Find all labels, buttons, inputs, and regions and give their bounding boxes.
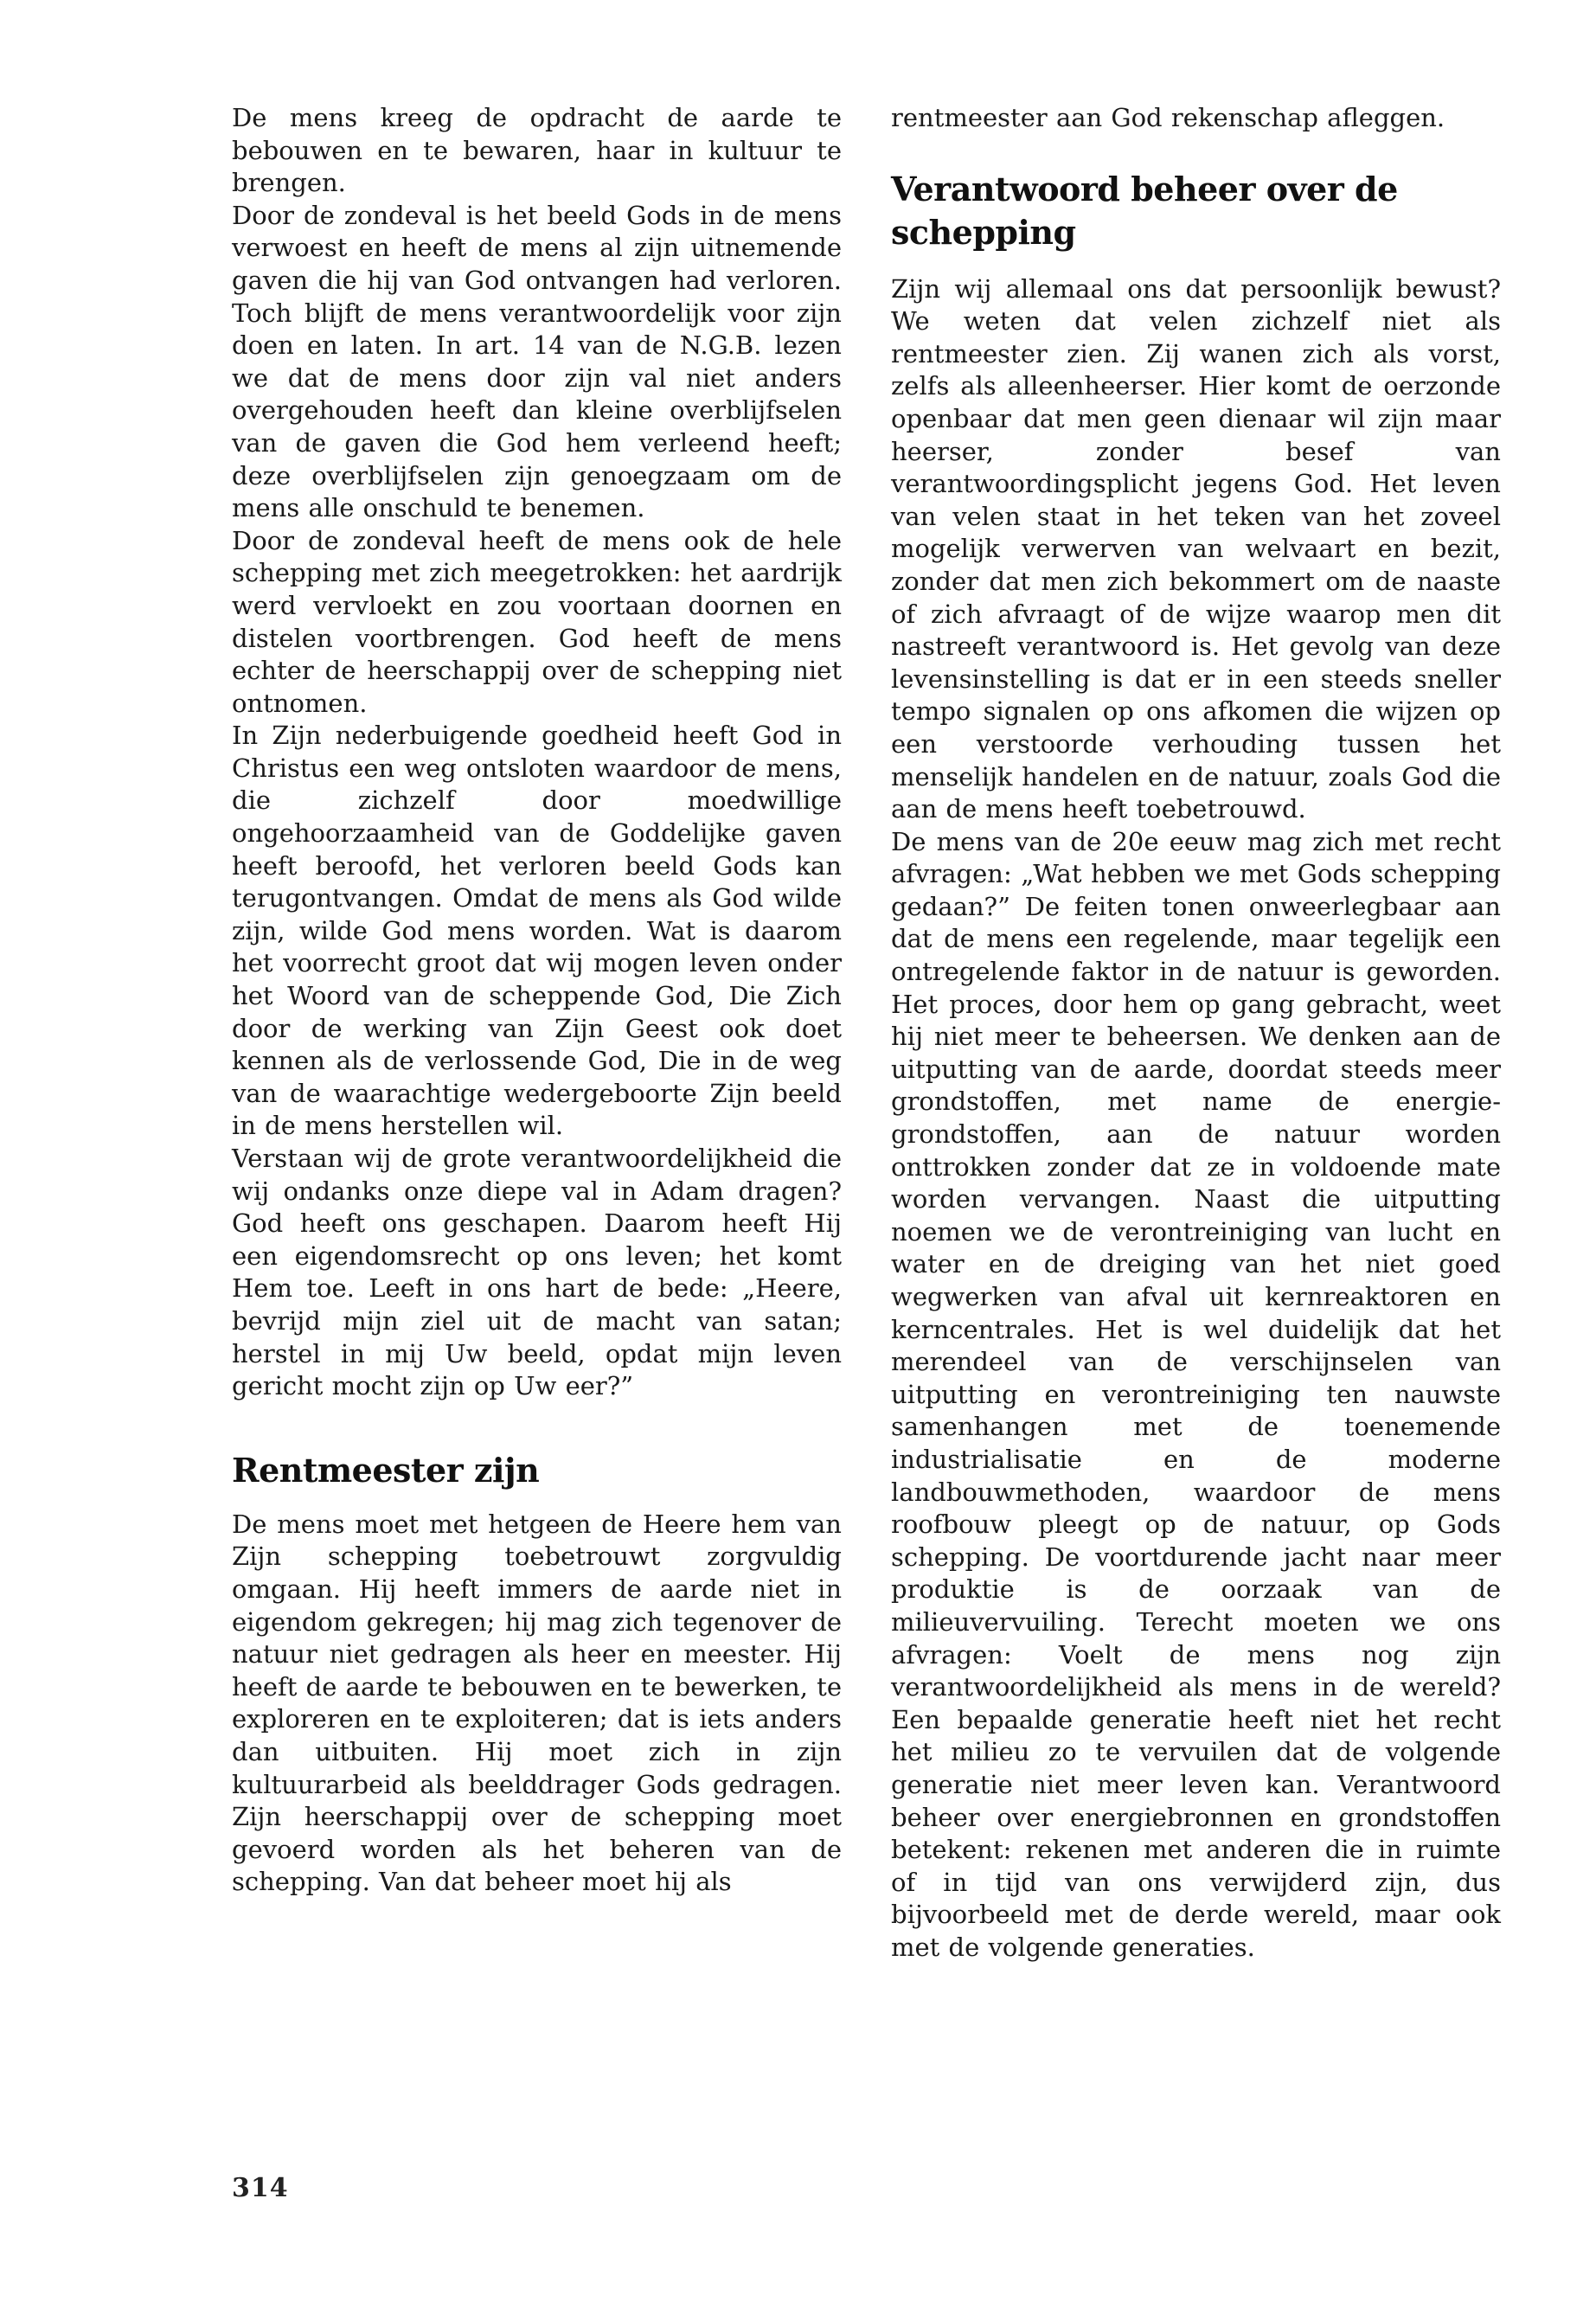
- paragraph: Zijn wij allemaal ons dat persoonlijk bewust? We weten dat velen zichzelf niet als rentmeester zien. Zij wanen zich als vorst, zelfs als alleenheerser. Hier komt de oerzonde openbaar dat men geen dienaar wil zijn maar heerser, zonder besef van verantwoordingsplicht jegens God. Het leven van velen staat in het teken van het zoveel mogelijk verwerven van welvaart en bezit, zonder dat men zich bekommert om de naaste of zich afvraagt of de wijze waarop men dit nastreeft verantwoord is. Het gevolg van deze levensinstelling is dat er in een steeds sneller tempo signalen op ons afkomen die wijzen op een verstoorde verhouding tussen het menselijk handelen en de natuur, zoals God die aan de mens heeft toebetrouwd.: [891, 273, 1501, 824]
- paragraph: rentmeester aan God rekenschap afleggen.: [891, 103, 1445, 132]
- paragraph: De mens kreeg de opdracht de aarde te bebouwen en te bewaren, haar in kultuur te brengen.: [232, 103, 842, 198]
- paragraph: Verstaan wij de grote verantwoordelijkheid die wij ondanks onze diepe val in Adam dragen? God heeft ons geschapen. Daarom heeft Hij een eigendomsrecht op ons leven; het komt Hem toe. Leeft in ons hart de bede: „Heere, bevrijd mijn ziel uit de macht van satan; herstel in mij Uw beeld, opdat mijn leven gericht mocht zijn op Uw eer?”: [232, 1144, 842, 1401]
- paragraph: De mens moet met hetgeen de Heere hem van Zijn schepping toebetrouwt zorgvuldig omgaan. Hij heeft immers de aarde niet in eigendom gekregen; hij mag zich tegenover de natuur niet gedragen als heer en meester. Hij heeft de aarde te bebouwen en te bewerken, te exploreren en te exploiteren; dat is iets anders dan uitbuiten. Hij moet zich in zijn kultuurarbeid als beelddrager Gods gedragen. Zijn heerschappij over de schepping moet gevoerd worden als het beheren van de schepping. Van dat beheer moet hij als: [232, 1509, 842, 1897]
- right-column: [891, 102, 1501, 1964]
- paragraph: Door de zondeval is het beeld Gods in de mens verwoest en heeft de mens al zijn uitnemende gaven die hij van God ontvangen had verloren. Toch blijft de mens verantwoordelijk voor zijn doen en laten. In art. 14 van de N.G.B. lezen we dat de mens door zijn val niet anders overgehouden heeft dan kleine overblijfselen van de gaven die God hem verleend heeft; deze overblijfselen zijn genoegzaam om de mens alle onschuld te benemen.: [232, 200, 842, 523]
- section-heading-rentmeester: Rentmeester zijn: [232, 1450, 540, 1490]
- paragraph: In Zijn nederbuigende goedheid heeft God in Christus een weg ontsloten waardoor de mens, die zichzelf door moedwillige ongehoorzaamheid van de Goddelijke gaven heeft beroofd, het verloren beeld Gods kan terugontvangen. Omdat de mens als God wilde zijn, wilde God mens worden. Wat is daarom het voorrecht groot dat wij mogen leven onder het Woord van de scheppende God, Die Zich door de werking van Zijn Geest ook doet kennen als de verlossende God, Die in de weg van de waarachtige wedergeboorte Zijn beeld in de mens herstellen wil.: [232, 721, 842, 1141]
- page-number: 314: [232, 2173, 289, 2203]
- left-column: [232, 102, 842, 1899]
- paragraph: De mens van de 20e eeuw mag zich met recht afvragen: „Wat hebben we met Gods schepping gedaan?” De feiten tonen onweerlegbaar aan dat de mens een regelende, maar tegelijk een ontregelende faktor in de natuur is geworden. Het proces, door hem op gang gebracht, weet hij niet meer te beheersen. We denken aan de uitputting van de aarde, doordat steeds meer grondstoffen, met name de energie-grondstoffen, aan de natuur worden onttrokken zonder dat ze in voldoende mate worden vervangen. Naast die uitputting noemen we de verontreiniging van lucht en water en de dreiging van het niet goed wegwerken van afval uit kernreaktoren en kerncentrales. Het is wel duidelijk dat het merendeel van de verschijnselen van uitputting en verontreiniging ten nauwste samenhangen met de toenemende industrialisatie en de moderne landbouwmethoden, waardoor de mens roofbouw pleegt op de natuur, op Gods schepping. De voortdurende jacht naar meer produktie is de oorzaak van de milieuvervuiling. Terecht moeten we ons afvragen: Voelt de mens nog zijn verantwoordelijkheid als mens in de wereld? Een bepaalde generatie heeft niet het recht het milieu zo te vervuilen dat de volgende generatie niet meer leven kan. Verantwoord beheer over energiebronnen en grondstoffen betekent: rekenen met anderen die in ruimte of in tijd van ons verwijderd zijn, dus bijvoorbeeld met de derde wereld, maar ook met de volgende generaties.: [891, 826, 1501, 1962]
- paragraph: Door de zondeval heeft de mens ook de hele schepping met zich meegetrokken: het aardrijk werd vervloekt en zou voortaan doornen en distelen voortbrengen. God heeft de mens echter de heerschappij over de schepping niet ontnomen.: [232, 525, 842, 718]
- section-heading-verantwoord-beheer: Verantwoord beheer over de schepping: [891, 169, 1398, 252]
